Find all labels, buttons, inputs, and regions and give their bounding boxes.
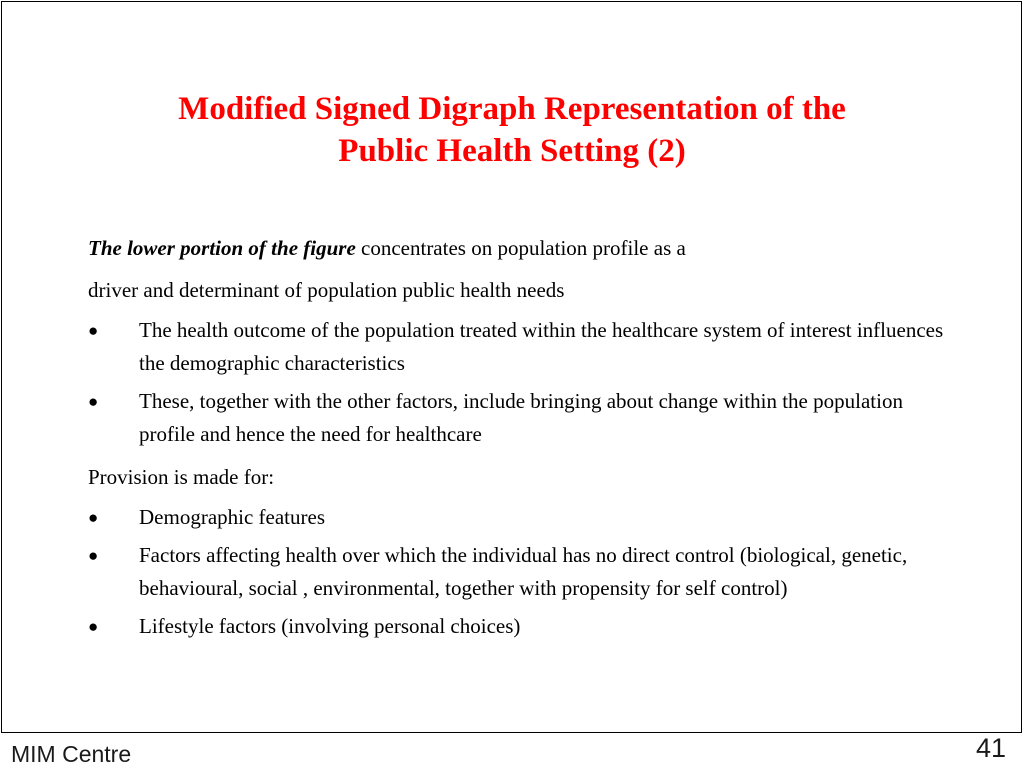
bullet-item [88, 610, 948, 643]
intro-line2: driver and determinant of population public health needs [88, 278, 565, 302]
bullet-item [88, 314, 948, 380]
slide-title-line1: Modified Signed Digraph Representation of the [178, 91, 846, 127]
bullet-icon: ● [88, 617, 99, 636]
slide-title [0, 88, 1024, 172]
page-number: 41 [975, 733, 1006, 763]
slide-title-line2: Public Health Setting (2) [338, 133, 686, 169]
bullet-item [88, 539, 948, 605]
bullet-text: The health outcome of the population treated within the healthcare system of interest influences the demographic characteristics [139, 318, 944, 375]
slide-body [88, 227, 948, 648]
bullet-item [88, 385, 948, 451]
footer-org-name: MIM Centre [11, 741, 132, 767]
bullet-item [88, 501, 948, 534]
intro-emphasis: The lower portion of the figure [88, 236, 356, 260]
bullet-icon: ● [88, 392, 99, 411]
intro-rest: concentrates on population profile as a [355, 236, 686, 260]
bullet-text: Demographic features [139, 505, 325, 529]
bullet-icon: ● [88, 321, 99, 340]
bullet-text: Lifestyle factors (involving personal choices) [139, 614, 521, 638]
bullet-icon: ● [88, 546, 99, 565]
intro-paragraph [88, 227, 948, 311]
bullet-text: Factors affecting health over which the individual has no direct control (biological, genetic, behavioural, social , environmental, together with propensity for self control) [139, 543, 908, 600]
bullet-icon: ● [88, 508, 99, 527]
provision-text: Provision is made for: [88, 465, 275, 489]
bullet-text: These, together with the other factors, include bringing about change within the population profile and hence the need for healthcare [139, 389, 903, 446]
